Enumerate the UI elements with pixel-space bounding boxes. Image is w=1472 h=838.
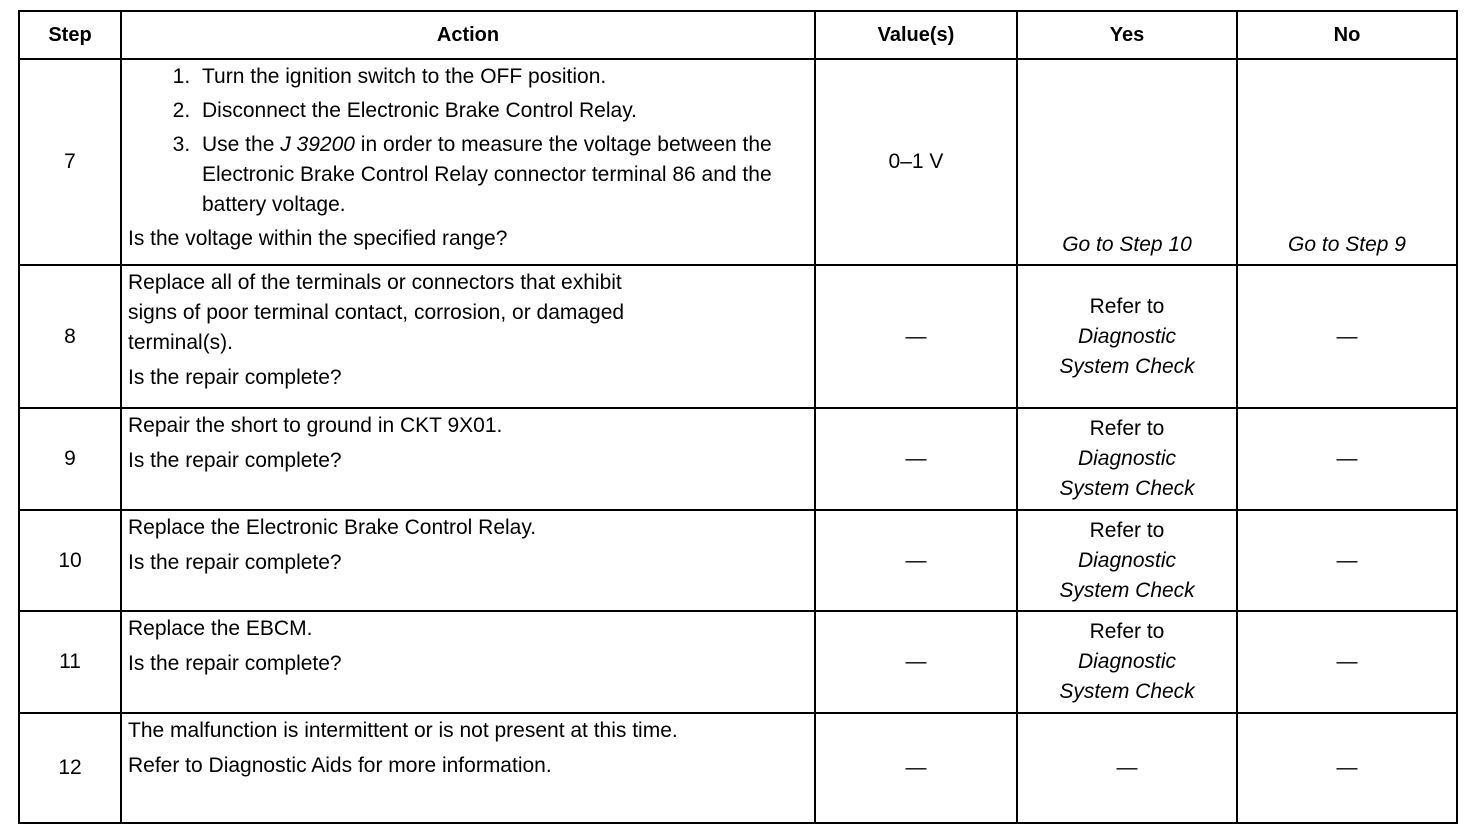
header-action: Action <box>121 11 815 59</box>
header-row <box>19 11 1457 59</box>
value-cell: — <box>815 510 1017 611</box>
no-cell: — <box>1237 265 1457 408</box>
yes-refer-label: Refer to <box>1089 620 1165 643</box>
action-step-1: 1. Turn the ignition switch to the OFF position. <box>196 62 808 92</box>
action-step-3-text-a: Use the <box>202 133 281 156</box>
action-cell <box>121 510 815 611</box>
yes-cell <box>1017 510 1237 611</box>
diagnostic-table-container <box>18 10 1456 824</box>
no-cell: — <box>1237 408 1457 510</box>
action-question: Is the repair complete? <box>128 551 342 574</box>
table-row-step-11 <box>19 611 1457 713</box>
yes-cell <box>1017 611 1237 713</box>
header-no: No <box>1237 11 1457 59</box>
no-cell: — <box>1237 713 1457 823</box>
action-step-2: 2. Disconnect the Electronic Brake Control Relay. <box>196 96 808 126</box>
step-number: 11 <box>19 611 121 713</box>
yes-refer-target-2: System Check <box>1059 354 1195 378</box>
yes-refer-target-2: System Check <box>1059 578 1195 602</box>
step-number: 9 <box>19 408 121 510</box>
step-number: 10 <box>19 510 121 611</box>
value-cell: — <box>815 408 1017 510</box>
action-question: Is the repair complete? <box>128 366 342 389</box>
yes-refer-target-2: System Check <box>1059 477 1195 500</box>
action-cell <box>121 713 815 823</box>
yes-refer-label: Refer to <box>1089 518 1165 542</box>
value-cell: — <box>815 611 1017 713</box>
action-text: Replace all of the terminals or connectors that exhibit signs of poor terminal contact, corrosion, or damaged terminal(s). <box>128 271 625 354</box>
action-step-3 <box>196 130 808 220</box>
action-cell <box>121 611 815 713</box>
diagnostic-table <box>18 10 1458 824</box>
action-question: Is the voltage within the specified range? <box>128 227 508 250</box>
action-cell <box>121 265 815 408</box>
yes-refer-target-1: Diagnostic <box>1077 650 1177 673</box>
step-number: 8 <box>19 265 121 408</box>
yes-cell: Go to Step 10 <box>1017 59 1237 265</box>
yes-refer-label: Refer to <box>1089 294 1165 318</box>
step-number: 7 <box>19 59 121 265</box>
action-steps-list <box>128 62 808 220</box>
value-cell: — <box>815 713 1017 823</box>
table-row-step-8 <box>19 265 1457 408</box>
value-cell: 0–1 V <box>815 59 1017 265</box>
yes-cell <box>1017 408 1237 510</box>
step-number: 12 <box>19 713 121 823</box>
yes-refer-target-1: Diagnostic <box>1077 548 1177 572</box>
header-yes: Yes <box>1017 11 1237 59</box>
action-question: Is the repair complete? <box>128 652 342 675</box>
header-values: Value(s) <box>815 11 1017 59</box>
action-question: Refer to Diagnostic Aids for more information. <box>128 754 552 777</box>
table-row-step-9 <box>19 408 1457 510</box>
yes-refer-target-1: Diagnostic <box>1077 447 1177 470</box>
no-cell: Go to Step 9 <box>1237 59 1457 265</box>
table-row-step-12 <box>19 713 1457 823</box>
action-cell <box>121 408 815 510</box>
action-text: Repair the short to ground in CKT 9X01. <box>128 414 503 437</box>
action-question: Is the repair complete? <box>128 449 342 472</box>
no-cell: — <box>1237 611 1457 713</box>
action-text: The malfunction is intermittent or is not present at this time. <box>128 719 678 742</box>
table-row-step-7 <box>19 59 1457 265</box>
action-cell <box>121 59 815 265</box>
yes-cell: — <box>1017 713 1237 823</box>
yes-refer-target-2: System Check <box>1059 680 1195 703</box>
value-cell: — <box>815 265 1017 408</box>
table-row-step-10 <box>19 510 1457 611</box>
yes-refer-label: Refer to <box>1089 417 1165 440</box>
header-step: Step <box>19 11 121 59</box>
action-text: Replace the Electronic Brake Control Relay. <box>128 516 537 539</box>
tool-number: J 39200 <box>280 133 355 156</box>
yes-refer-target-1: Diagnostic <box>1077 324 1177 348</box>
no-cell: — <box>1237 510 1457 611</box>
action-step-3-text-b: in order to measure the voltage between the Electronic Brake Control Relay connector terminal 86 and the battery voltage. <box>202 133 772 216</box>
action-text: Replace the EBCM. <box>128 617 313 640</box>
yes-cell <box>1017 265 1237 408</box>
